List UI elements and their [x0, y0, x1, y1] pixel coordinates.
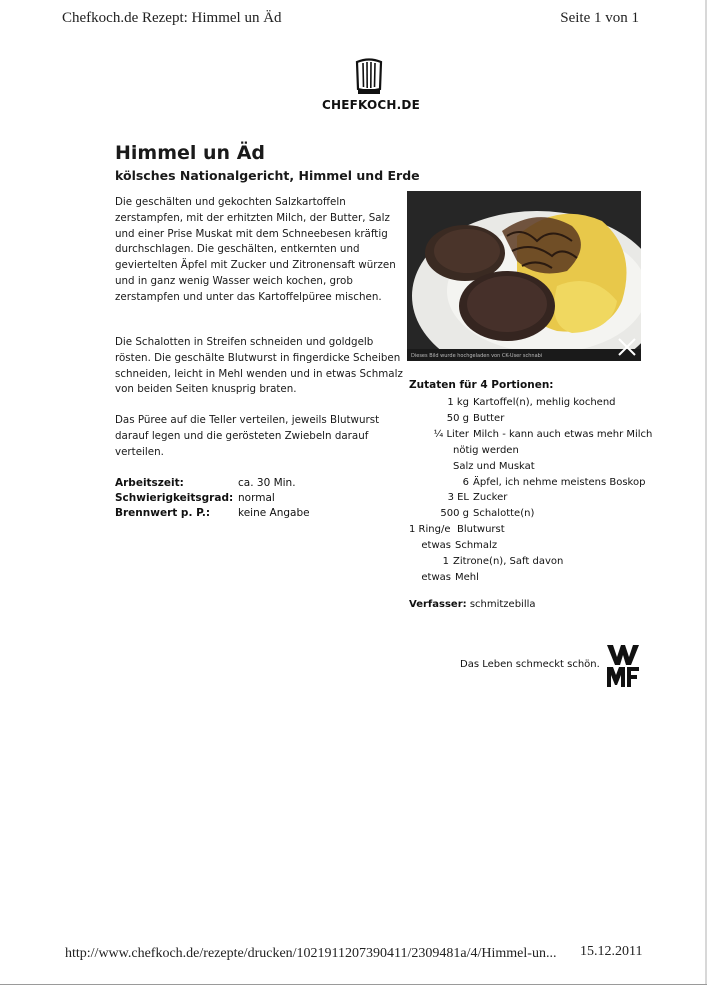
ingredient-amount: 50 g [446, 412, 469, 424]
photo-caption: Dieses Bild wurde hochgeladen von CK-User schnabi [411, 353, 543, 359]
recipe-photo [407, 191, 641, 361]
ingredient-amount: 1 Ring/e [409, 524, 451, 536]
ingredient-name: Schmalz [455, 540, 498, 552]
ingredient-amount: ¼ Liter [433, 428, 469, 440]
ingredient-name: Kartoffel(n), mehlig kochend [473, 397, 616, 408]
ingredient-amount: etwas [421, 540, 451, 552]
ingredient-name: Blutwurst [457, 524, 505, 536]
ingredient-row [409, 506, 652, 522]
meta-value: normal [238, 492, 275, 504]
ingredient-row [409, 554, 652, 570]
chef-hat-icon [354, 58, 384, 96]
print-header-title: Chefkoch.de Rezept: Himmel un Äd [62, 10, 282, 26]
page-bottom-line [0, 984, 707, 985]
ingredient-row [409, 427, 652, 443]
dish-illustration [407, 191, 641, 361]
footer-url: http://www.chefkoch.de/rezepte/drucken/1021911207390411/2309481a/4/Himmel-un... [65, 946, 557, 961]
ingredient-amount: 500 g [440, 508, 469, 520]
ingredient-row [409, 522, 652, 538]
instruction-paragraph-2: Die Schalotten in Streifen schneiden und goldgelb rösten. Die geschälte Blutwurst in fingerdicke Scheiben schneiden, leicht in Mehl wenden und in etwas Schmalz von beiden Seiten knusprig braten. [115, 336, 403, 396]
print-header-page: Seite 1 von 1 [560, 10, 639, 26]
ingredient-name: Butter [473, 412, 505, 424]
meta-row [115, 491, 310, 506]
ingredient-name: Zucker [473, 492, 508, 504]
ingredient-row [409, 411, 652, 427]
ingredients-list [409, 395, 652, 586]
recipe-meta [115, 476, 310, 521]
instruction-paragraph-3: Das Püree auf die Teller verteilen, jeweils Blutwurst darauf legen und die gerösteten Zwiebeln darauf verteilen. [115, 414, 380, 458]
ingredients-title: Zutaten für 4 Portionen: [409, 379, 554, 391]
recipe-subtitle: kölsches Nationalgericht, Himmel und Erde [115, 168, 420, 183]
ingredient-row [409, 475, 652, 491]
meta-label: Brennwert p. P.: [115, 507, 211, 519]
wmf-logo-mark [605, 643, 641, 689]
ingredient-row [409, 538, 652, 554]
ingredient-name: Mehl [455, 571, 479, 583]
ingredient-amount: etwas [421, 571, 451, 583]
ingredient-name: Zitrone(n), Saft davon [453, 556, 564, 568]
chefkoch-logo [322, 58, 420, 112]
ingredient-name: nötig werden [453, 444, 519, 456]
meta-label: Schwierigkeitsgrad: [115, 492, 234, 504]
author-label: Verfasser: [409, 599, 467, 610]
recipe-title: Himmel un Äd [115, 142, 265, 164]
ad-slogan: Das Leben schmeckt schön. [460, 659, 600, 670]
author-name: schmitzebilla [469, 599, 536, 610]
ingredient-row [409, 490, 652, 506]
meta-label: Arbeitszeit: [115, 477, 184, 489]
ingredient-name: Äpfel, ich nehme meistens Boskop [473, 476, 646, 488]
ingredient-amount: 1 kg [447, 397, 469, 408]
chefkoch-brand: CHEFKOCH.DE [322, 98, 420, 112]
meta-row [115, 506, 310, 521]
ingredient-row [409, 395, 652, 411]
wmf-logo [605, 643, 641, 693]
ingredient-amount: 6 [462, 476, 469, 488]
ingredient-name: Milch - kann auch etwas mehr Milch [473, 428, 653, 440]
ingredient-name: Schalotte(n) [473, 508, 535, 520]
ingredient-row [409, 570, 652, 586]
recipe-author [409, 599, 536, 610]
ingredient-amount: 1 [442, 556, 449, 568]
meta-value: ca. 30 Min. [238, 477, 296, 489]
instruction-paragraph-1: Die geschälten und gekochten Salzkartoffeln zerstampfen, mit der erhitzten Milch, der Butter, Salz und einer Prise Muskat mit dem Schneebesen kräftig durchschlagen. Die geschälten, entkernten und geviertelten Äpfel mit Zucker und Zitronensaft würzen und in ganz wenig Wasser weich kochen, grob zerstampfen und unter das Kartoffelpüree mischen. [115, 196, 396, 303]
meta-value: keine Angabe [238, 507, 310, 519]
footer-date: 15.12.2011 [580, 944, 643, 959]
meta-row [115, 476, 310, 491]
ingredient-amount: 3 EL [447, 492, 469, 504]
ingredient-row [409, 459, 652, 475]
ingredient-name: Salz und Muskat [453, 460, 535, 472]
ingredient-row [409, 443, 652, 459]
